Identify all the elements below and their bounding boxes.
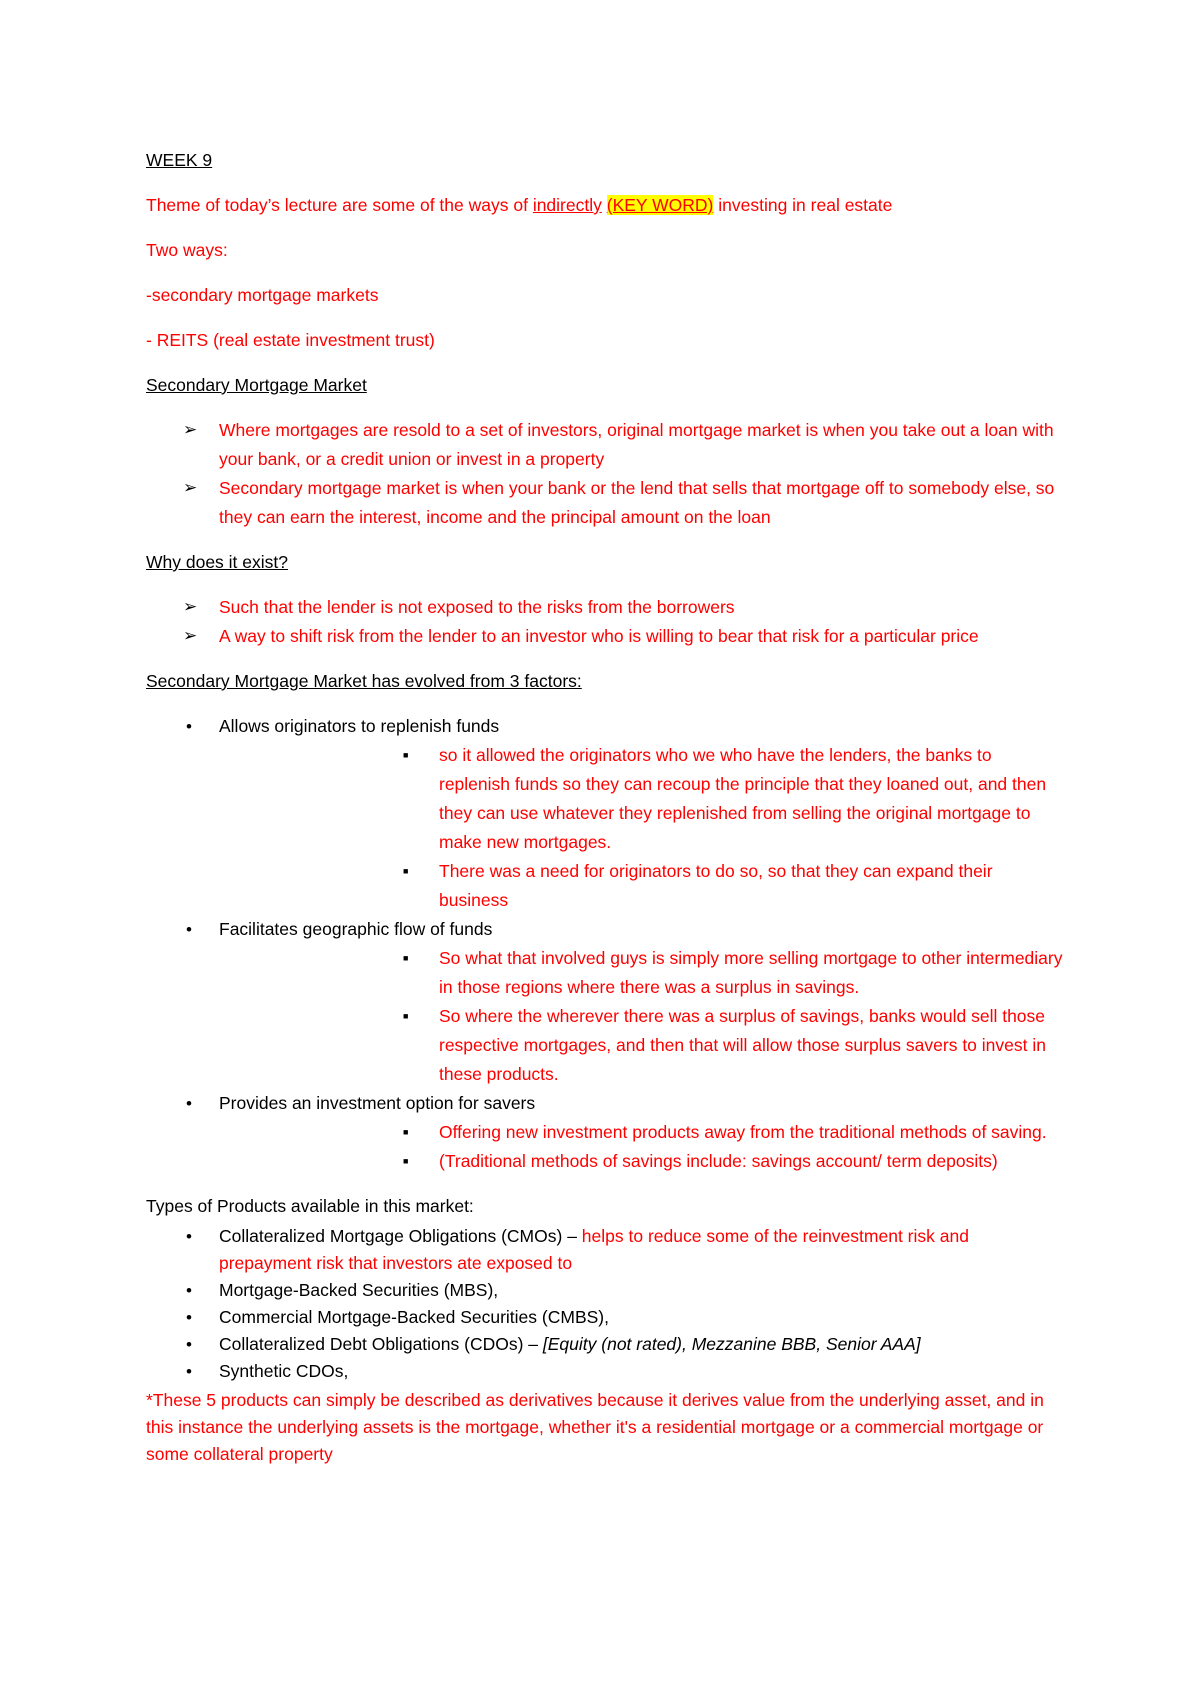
arrow-bullet-icon: ➢	[183, 420, 198, 440]
type-item	[146, 1358, 1066, 1385]
square-bullet-icon: ■	[403, 1127, 409, 1137]
sub-item-text: There was a need for originators to do so, so that they can expand their business	[439, 861, 993, 910]
factor-item	[146, 712, 1066, 915]
dot-bullet-icon: •	[186, 1308, 192, 1327]
factor-sublist	[219, 741, 1066, 915]
arrow-bullet-icon: ➢	[183, 626, 198, 646]
sub-item	[219, 944, 1066, 1002]
types-heading: Types of Products available in this market:	[146, 1196, 474, 1216]
sub-item-text: Offering new investment products away from the traditional methods of saving.	[439, 1122, 1047, 1142]
factor-sublist	[219, 1118, 1066, 1176]
theme-prefix: Theme of today’s lecture are some of the ways of	[146, 195, 533, 215]
factor-item	[146, 1089, 1066, 1176]
week-heading: WEEK 9	[146, 150, 213, 170]
type-label: Mortgage-Backed Securities (MBS),	[219, 1280, 499, 1300]
type-item	[146, 1277, 1066, 1304]
sub-item	[219, 857, 1066, 915]
dot-bullet-icon: •	[186, 1362, 192, 1381]
type-item	[146, 1331, 1066, 1358]
factor-label: Allows originators to replenish funds	[219, 716, 500, 736]
factor-label: Facilitates geographic flow of funds	[219, 919, 493, 939]
sub-item	[219, 741, 1066, 857]
sub-item-text: So what that involved guys is simply more selling mortgage to other intermediary in those regions where there was a surplus in savings.	[439, 948, 1063, 997]
why-list	[146, 593, 1066, 651]
way-secondary: -secondary mortgage markets	[146, 285, 379, 305]
way-reits: - REITS (real estate investment trust)	[146, 330, 435, 350]
sub-item-text: (Traditional methods of savings include: savings account/ term deposits)	[439, 1151, 998, 1171]
type-label: Commercial Mortgage-Backed Securities (CMBS),	[219, 1307, 609, 1327]
type-label: Synthetic CDOs,	[219, 1361, 349, 1381]
theme-highlight: (KEY WORD)	[606, 195, 714, 215]
types-list	[146, 1223, 1066, 1385]
sub-item	[219, 1118, 1066, 1147]
list-item-text: Secondary mortgage market is when your bank or the lend that sells that mortgage off to somebody else, so they can earn the interest, income and the principal amount on the loan	[219, 478, 1055, 527]
factor-item	[146, 915, 1066, 1089]
sub-item-text: So where the wherever there was a surplus of savings, banks would sell those respective mortgages, and then that will allow those surplus savers to invest in these products.	[439, 1006, 1046, 1084]
square-bullet-icon: ■	[403, 953, 409, 963]
dot-bullet-icon: •	[186, 1335, 192, 1354]
derivatives-note: *These 5 products can simply be described as derivatives because it derives value from the underlying asset, and in this instance the underlying assets is the mortgage, whether it's a residential mortgage or a commercial mortgage or some collateral property	[146, 1390, 1044, 1464]
type-note: helps to reduce some of the reinvestment risk and prepayment risk that investors ate exposed to	[219, 1226, 969, 1273]
list-item	[146, 593, 1066, 622]
list-item-text: Such that the lender is not exposed to the risks from the borrowers	[219, 597, 735, 617]
arrow-bullet-icon: ➢	[183, 597, 198, 617]
list-item	[146, 416, 1066, 474]
square-bullet-icon: ■	[403, 1156, 409, 1166]
factors-list	[146, 712, 1066, 1176]
factors-heading: Secondary Mortgage Market has evolved from 3 factors:	[146, 671, 582, 691]
two-ways: Two ways:	[146, 240, 228, 260]
list-item-text: Where mortgages are resold to a set of investors, original mortgage market is when you take out a loan with your bank, or a credit union or invest in a property	[219, 420, 1054, 469]
square-bullet-icon: ■	[403, 866, 409, 876]
arrow-bullet-icon: ➢	[183, 478, 198, 498]
smm-list	[146, 416, 1066, 532]
sub-item-text: so it allowed the originators who we who have the lenders, the banks to replenish funds so they can recoup the principle that they loaned out, and then they can use whatever they replenished from selling the original mortgage to make new mortgages.	[439, 745, 1047, 852]
list-item-text: A way to shift risk from the lender to an investor who is willing to bear that risk for a particular price	[219, 626, 979, 646]
sub-item	[219, 1147, 1066, 1176]
dot-bullet-icon: •	[186, 1227, 192, 1246]
square-bullet-icon: ■	[403, 750, 409, 760]
list-item	[146, 622, 1066, 651]
factor-sublist	[219, 944, 1066, 1089]
dot-bullet-icon: •	[186, 1094, 192, 1113]
smm-heading: Secondary Mortgage Market	[146, 375, 367, 395]
document-body	[146, 146, 1066, 1468]
type-note-italic: [Equity (not rated), Mezzanine BBB, Senior AAA]	[542, 1334, 921, 1354]
sub-item	[219, 1002, 1066, 1089]
square-bullet-icon: ■	[403, 1011, 409, 1021]
type-item	[146, 1223, 1066, 1277]
type-item	[146, 1304, 1066, 1331]
factor-label: Provides an investment option for savers	[219, 1093, 536, 1113]
dot-bullet-icon: •	[186, 1281, 192, 1300]
type-label: Collateralized Mortgage Obligations (CMOs) –	[219, 1226, 582, 1246]
theme-keyword: indirectly	[532, 195, 602, 215]
theme-suffix: investing in real estate	[713, 195, 893, 215]
list-item	[146, 474, 1066, 532]
dot-bullet-icon: •	[186, 717, 192, 736]
theme-line	[146, 191, 1066, 220]
type-label: Collateralized Debt Obligations (CDOs) –	[219, 1334, 543, 1354]
dot-bullet-icon: •	[186, 920, 192, 939]
why-heading: Why does it exist?	[146, 552, 288, 572]
